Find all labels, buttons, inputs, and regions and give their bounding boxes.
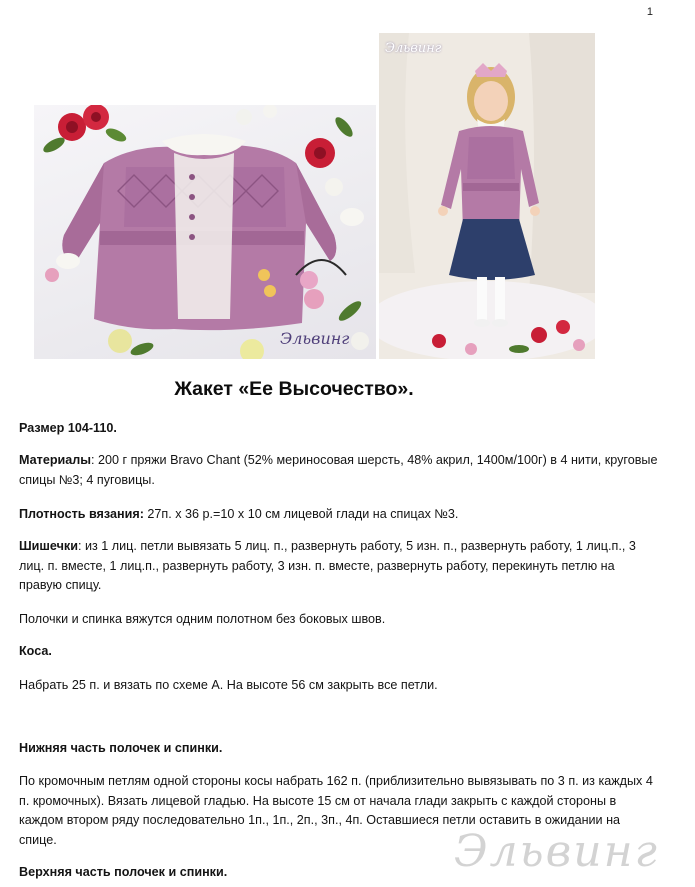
upper-part-heading	[19, 863, 659, 883]
size-paragraph	[19, 419, 659, 439]
girl-wearing-jacket-photo	[379, 33, 595, 359]
materials-paragraph	[19, 451, 659, 490]
bobbles-text: : из 1 лиц. петли вывязать 5 лиц. п., развернуть работу, 5 изн. п., развернуть работу, 1 лиц.п., 3 лиц. п. вместе, 1 лиц.п., развернуть работу, 3 изн. п. вместе, развернуть работу, перекинуть петлю на правую спицу.	[19, 539, 636, 593]
bobbles-label: Шишечки	[19, 539, 78, 553]
density-label: Плотность вязания:	[19, 507, 144, 521]
cable-heading	[19, 642, 659, 662]
document-title: Жакет «Ее Высочество».	[174, 378, 414, 400]
materials-text: : 200 г пряжи Bravo Chant (52% мериносовая шерсть, 48% акрил, 1400м/100г) в 4 нити, круговые спицы №3; 4 пуговицы.	[19, 453, 658, 487]
page-number: 1	[646, 6, 653, 18]
lower-part-paragraph: По кромочным петлям одной стороны косы набрать 162 п. (приблизительно вывязывать по 3 п. из каждых 4 п. кромочных). Вязать лицевой гладью. На высоте 15 см от начала глади закрыть с каждой стороны в каждом втором ряду последовательно 1п., 1п., 2п., 3п., 4п. Оставшиеся петли оставить в ожидании на спице.	[19, 774, 653, 847]
photo-signature: Эльвинг	[280, 329, 350, 348]
size-text: Размер 104-110.	[19, 421, 117, 435]
girl-illustration	[379, 33, 595, 359]
jacket-flat-illustration	[34, 105, 376, 359]
density-paragraph	[19, 505, 659, 525]
lower-part-heading-text: Нижняя часть полочек и спинки.	[19, 741, 223, 755]
upper-part-heading-text: Верхняя часть полочек и спинки.	[19, 865, 228, 879]
bobbles-paragraph	[19, 537, 659, 596]
materials-label: Материалы	[19, 453, 92, 467]
author-watermark: Эльвинг	[454, 826, 659, 877]
cable-paragraph: Набрать 25 п. и вязать по схеме А. На высоте 56 см закрыть все петли.	[19, 678, 438, 692]
cable-heading-text: Коса.	[19, 644, 52, 658]
lower-part-heading	[19, 739, 659, 759]
construction-note: Полочки и спинка вяжутся одним полотном без боковых швов.	[19, 612, 386, 626]
density-text: 27п. х 36 р.=10 х 10 см лицевой глади на спицах №3.	[143, 507, 459, 521]
photo-signature: Эльвинг	[385, 41, 442, 56]
jacket-flat-photo	[34, 105, 376, 359]
